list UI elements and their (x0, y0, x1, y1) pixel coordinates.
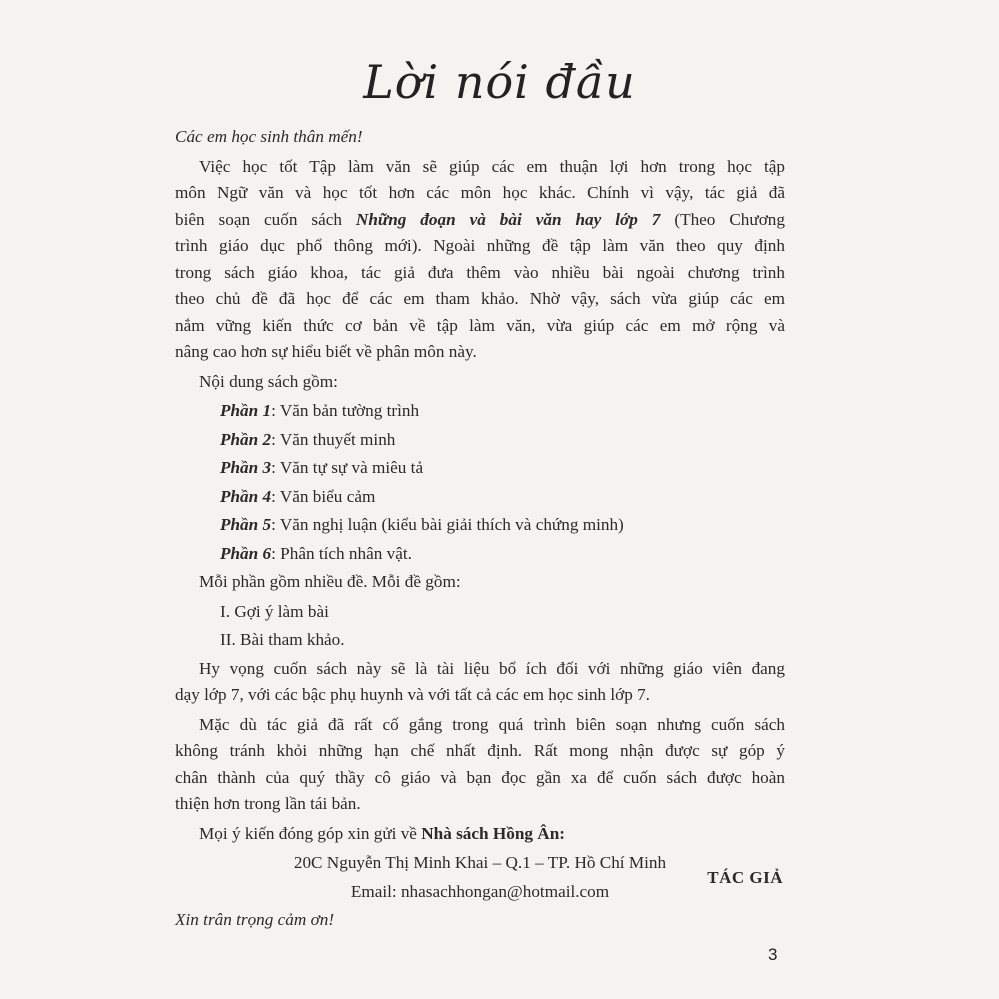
apology-paragraph (175, 712, 785, 818)
list-item (175, 484, 785, 511)
part-text: : Văn tự sự và miêu tả (271, 458, 424, 477)
part-label: Phần 3 (220, 458, 272, 477)
intro-paragraph (175, 154, 785, 366)
feedback-line (175, 821, 785, 848)
hope-line: dạy lớp 7, với các bậc phụ huynh và với tất cả các em học sinh lớp 7. (175, 685, 650, 704)
apology-line: chân thành của quý thầy cô giáo và bạn đọc gần xa để cuốn sách được hoàn (175, 767, 785, 787)
author-signature: TÁC GIẢ (707, 868, 783, 887)
part-text: : Văn thuyết minh (271, 429, 396, 449)
list-item (175, 427, 785, 454)
structure-item: I. Gợi ý làm bài (220, 601, 329, 621)
apology-line: thiện hơn trong lần tái bản. (175, 794, 361, 813)
publisher-name: Nhà sách Hồng Ân: (421, 823, 565, 843)
page-title: Lời nói đầu (363, 55, 636, 109)
list-item (175, 512, 785, 539)
part-label: Phần 5 (220, 515, 272, 534)
contents-heading: Nội dung sách gồm: (199, 371, 338, 391)
part-label: Phần 6 (220, 543, 272, 563)
intro-line: trong sách giáo khoa, tác giả đưa thêm vào nhiều bài ngoài chương trình (175, 262, 785, 282)
hope-line: Hy vọng cuốn sách này sẽ là tài liệu bổ ích đối với những giáo viên đang (199, 658, 785, 678)
greeting: Các em học sinh thân mến! (175, 127, 363, 146)
intro-line: nắm vững kiến thức cơ bản về tập làm văn, vừa giúp các em mở rộng và (175, 315, 785, 335)
part-text: : Phân tích nhân vật. (271, 543, 412, 563)
intro-line: môn Ngữ văn và học tốt hơn các môn học khác. Chính vì vậy, tác giả đã (175, 183, 785, 202)
list-item (175, 398, 785, 425)
parts-list (175, 398, 785, 567)
preface-body (175, 124, 785, 934)
intro-line: theo chủ đề đã học để các em tham khảo. Nhờ vậy, sách vừa giúp các em (175, 289, 785, 308)
part-text: : Văn nghị luận (kiểu bài giải thích và chứng minh) (271, 515, 624, 534)
intro-text: (Theo Chương (660, 209, 785, 229)
list-item (175, 455, 785, 482)
part-text: : Văn biểu cảm (271, 486, 376, 506)
apology-line: không tránh khỏi những hạn chế nhất định. Rất mong nhận được sự góp ý (175, 741, 785, 760)
apology-line: Mặc dù tác giả đã rất cố gắng trong quá trình biên soạn nhưng cuốn sách (199, 714, 785, 734)
intro-text: biên soạn cuốn sách (175, 209, 356, 229)
part-label: Phần 2 (220, 429, 272, 449)
intro-line: nâng cao hơn sự hiểu biết về phân môn này. (175, 342, 477, 361)
intro-line: trình giáo dục phổ thông mới). Ngoài những đề tập làm văn theo quy định (175, 236, 785, 255)
list-item (175, 541, 785, 568)
structure-item: II. Bài tham khảo. (220, 630, 345, 649)
intro-line-with-book-title (175, 207, 785, 234)
structure-heading: Mỗi phần gồm nhiều đề. Mỗi đề gồm: (199, 572, 461, 591)
publisher-address: 20C Nguyễn Thị Minh Khai – Q.1 – TP. Hồ Chí Minh (293, 853, 667, 872)
feedback-prefix: Mọi ý kiến đóng góp xin gửi về (199, 823, 422, 843)
hope-paragraph (175, 656, 785, 709)
page-number: 3 (768, 945, 778, 964)
part-label: Phần 4 (220, 486, 272, 506)
book-title: Những đoạn và bài văn hay lớp 7 (355, 209, 661, 229)
intro-line: Việc học tốt Tập làm văn sẽ giúp các em thuận lợi hơn trong học tập (199, 156, 785, 176)
part-label: Phần 1 (220, 401, 272, 420)
publisher-email: Email: nhasachhongan@hotmail.com (350, 881, 610, 901)
part-text: : Văn bản tường trình (271, 401, 420, 420)
closing-line: Xin trân trọng cảm ơn! (175, 910, 335, 929)
